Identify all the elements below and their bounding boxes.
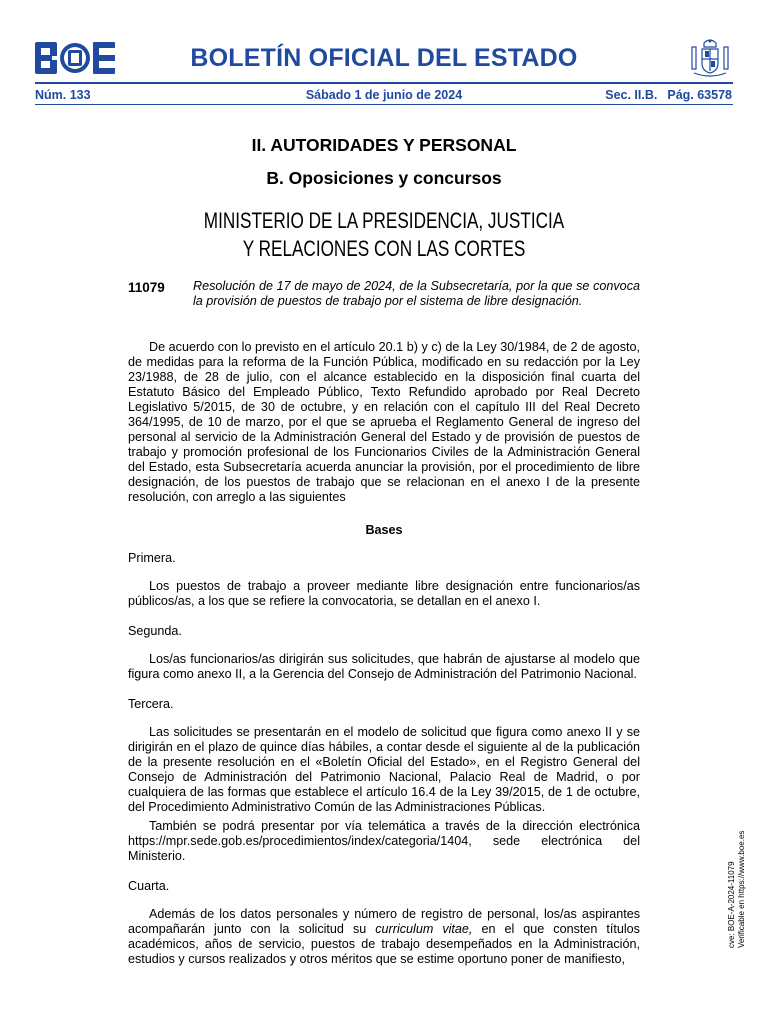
resolution-number: 11079 — [128, 280, 165, 295]
cuarta-text-italic: curriculum vitae, — [375, 922, 473, 936]
issue-number: Núm. 133 — [35, 88, 91, 102]
base-text-cuarta — [128, 907, 640, 967]
ministry-line-1: MINISTERIO DE LA PRESIDENCIA, JUSTICIA — [203, 208, 565, 233]
issue-date: Sábado 1 de junio de 2024 — [305, 88, 463, 102]
subsection-heading: B. Oposiciones y concursos — [266, 168, 502, 188]
ministry-heading — [84, 207, 683, 263]
ministry-line-2: Y RELACIONES CON LAS CORTES — [242, 236, 526, 261]
base-label-segunda: Segunda. — [128, 624, 182, 638]
section-heading: II. AUTORIDADES Y PERSONAL — [251, 135, 517, 155]
base-label-primera: Primera. — [128, 551, 176, 565]
document-body — [128, 340, 640, 967]
base-text-tercera-2: También se podrá presentar por vía telemática a través de la dirección electrónica https://mpr.sede.gob.es/procedimientos/index/categoria/1404, sede electrónica del Ministerio. — [128, 819, 640, 863]
base-label-cuarta: Cuarta. — [128, 879, 170, 893]
base-text-segunda: Los/as funcionarios/as dirigirán sus solicitudes, que habrán de ajustarse al modelo que figura como anexo II, a la Gerencia del Consejo de Administración del Patrimonio Nacional. — [128, 652, 640, 681]
cve-side-note — [727, 831, 747, 948]
bases-heading: Bases — [365, 523, 403, 537]
base-text-tercera-1: Las solicitudes se presentarán en el modelo de solicitud que figura como anexo II y se dirigirán en el plazo de quince días hábiles, a contar desde el siguiente al de la publicación de la presente resolución en el «Boletín Oficial del Estado», en el Registro General del Consejo de Administración del Patrimonio Nacional, Palacio Real de Madrid, o por cualquiera de las formas que establece el artículo 16.4 de la Ley 39/2015, de 1 de octubre, del Procedimiento Administrativo Común de las Administraciones Públicas. — [128, 725, 640, 814]
coat-of-arms-icon — [688, 37, 732, 81]
section-page — [605, 88, 732, 102]
page-number: Pág. 63578 — [667, 88, 732, 102]
resolution-title: Resolución de 17 de mayo de 2024, de la Subsecretaría, por la que se convoca la provisión de puestos de trabajo por el sistema de libre designación. — [193, 279, 640, 308]
base-label-tercera: Tercera. — [128, 697, 174, 711]
header-rule — [35, 82, 733, 84]
base-text-primera: Los puestos de trabajo a proveer mediante libre designación entre funcionarios/as públicos/as, a los que se refiere la convocatoria, se detallan en el anexo I. — [128, 579, 640, 608]
cuarta-text-start: Además de los datos personales y número de registro de personal, los/as aspirantes acompañarán junto con la solicitud su — [128, 907, 640, 936]
section-label: Sec. II.B. — [605, 88, 658, 102]
cuarta-text-end: en el que consten títulos académicos, años de servicio, puestos de trabajo desempeñados en la Administración, estudios y cursos realizados y otros méritos que se estime oportuno poner de manifiesto, — [128, 922, 640, 966]
intro-paragraph: De acuerdo con lo previsto en el artículo 20.1 b) y c) de la Ley 30/1984, de 2 de agosto, de medidas para la reforma de la Función Pública, modificado en su redacción por la Ley 23/1988, de 28 de julio, con el alcance establecido en la disposición final cuarta del Estatuto Básico del Empleado Público, Texto Refundido aprobado por Real Decreto Legislativo 5/2015, de 30 de octubre, y en relación con el capítulo III del Real Decreto 364/1995, de 10 de marzo, por el que se aprueba el Reglamento General de ingreso del personal al servicio de la Administración General del Estado y de provisión de puestos de trabajo y promoción profesional de los Funcionarios Civiles de la Administración General del Estado, esta Subsecretaría acuerda anunciar la provisión, por el procedimiento de libre designación, de los puestos de trabajo que se relacionan en el anexo I de la presente resolución, con arreglo a las siguientes — [128, 340, 640, 504]
cve-code: cve: BOE-A-2024-11079 — [727, 861, 736, 948]
verify-link[interactable]: Verificable en https://www.boe.es — [737, 830, 746, 948]
header-bottom-rule — [35, 104, 733, 105]
boe-logo — [35, 42, 115, 74]
publication-title: BOLETÍN OFICIAL DEL ESTADO — [190, 44, 578, 72]
